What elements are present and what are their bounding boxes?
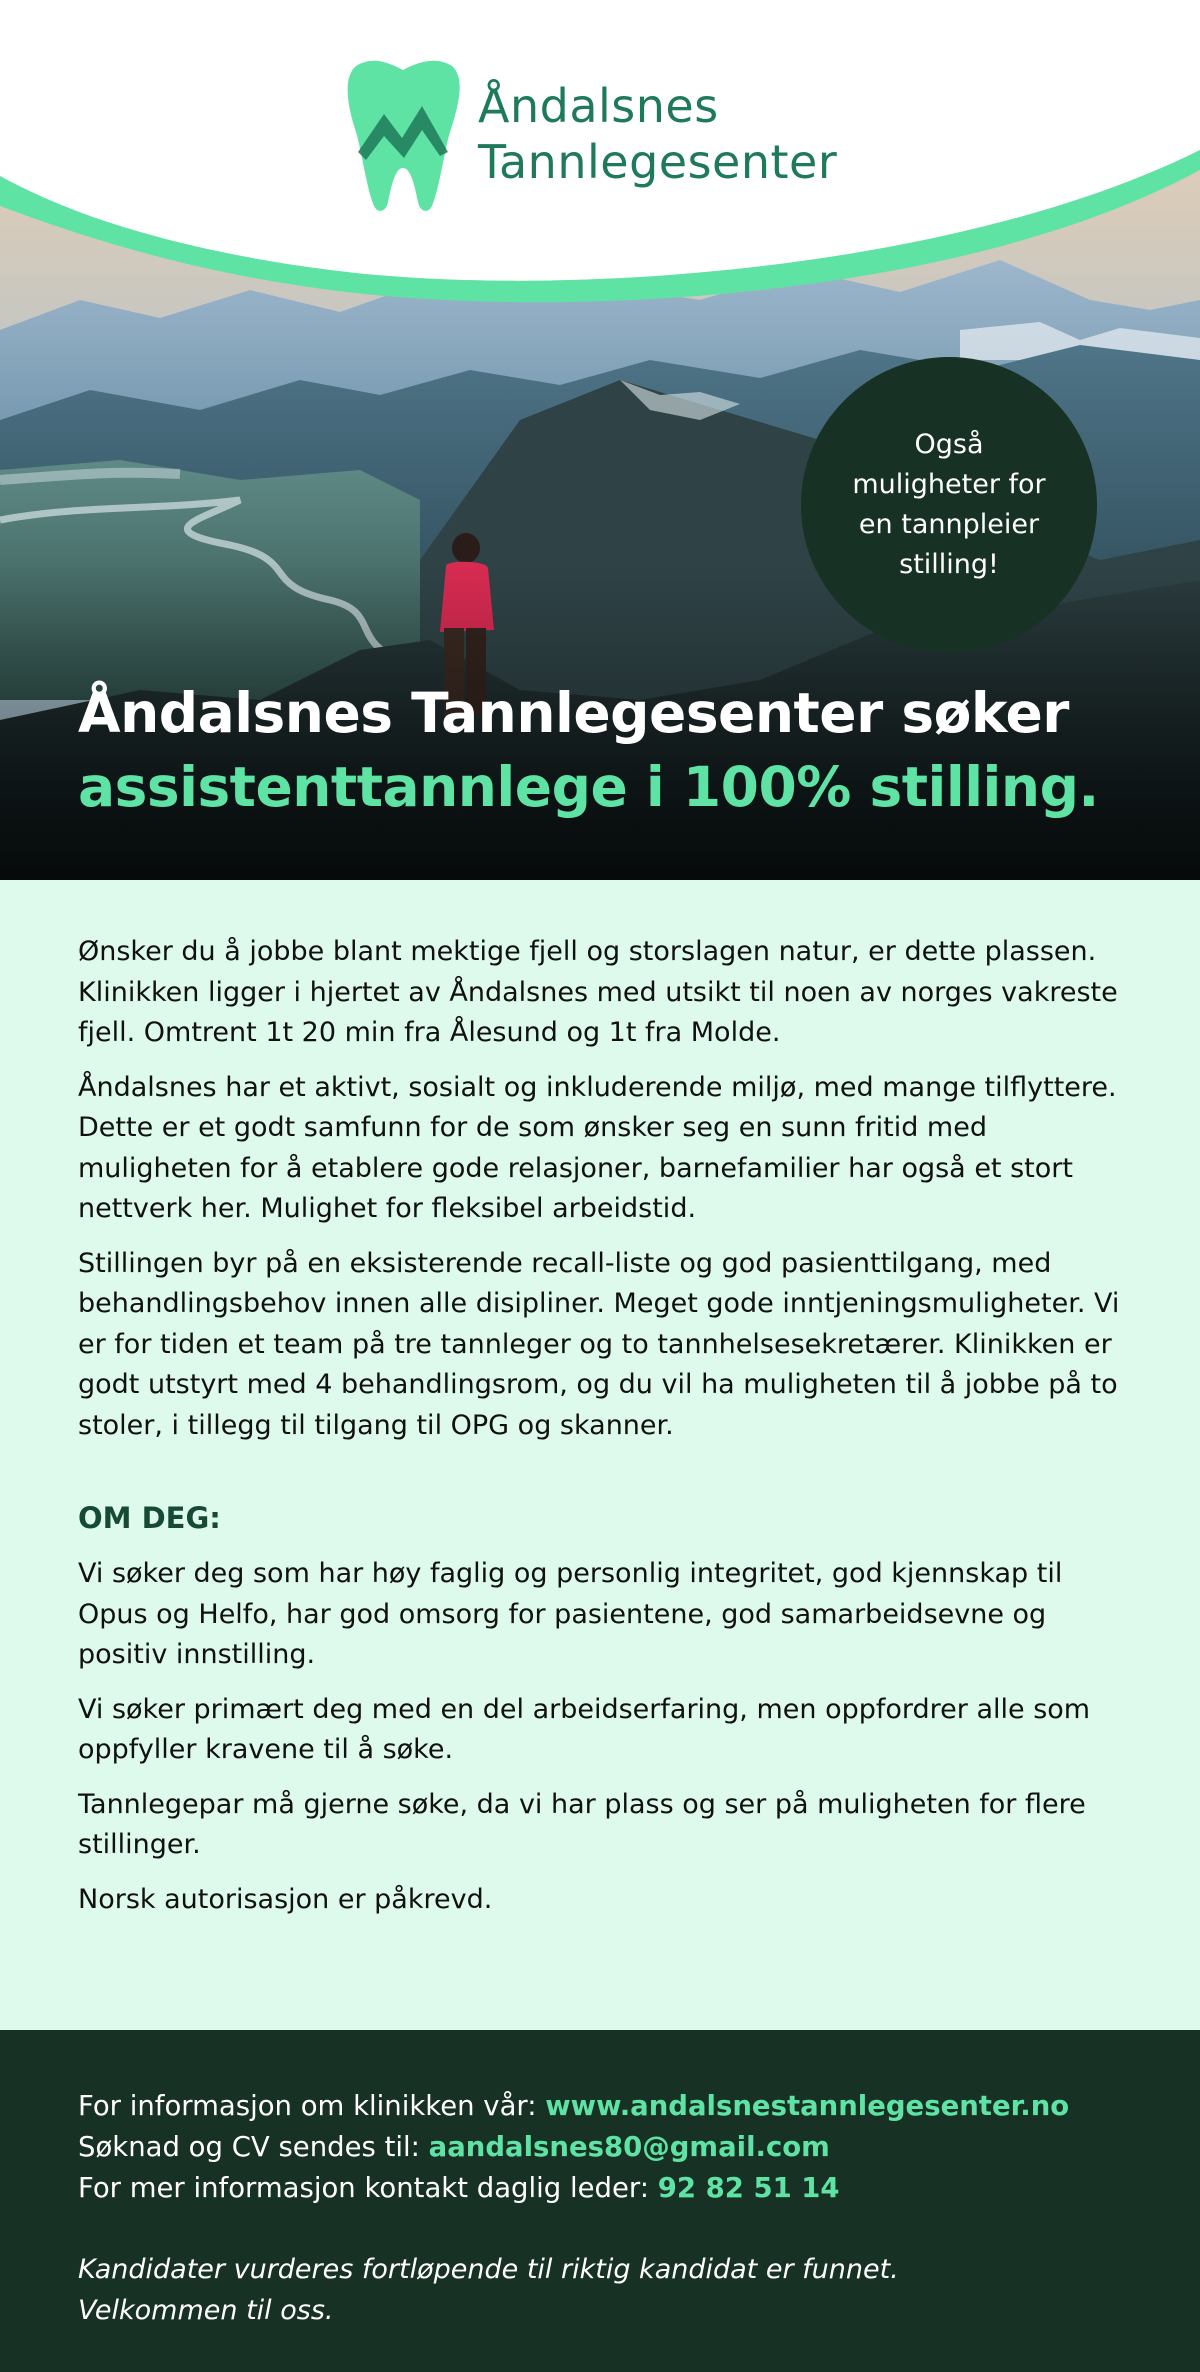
about-paragraph: Norsk autorisasjon er påkrevd. [78,1883,493,1915]
tooth-mountain-icon [344,56,462,212]
about-paragraph: Vi søker deg som har høy faglig og personlig integritet, god kjennskap til Opus og Helfo, har god omsorg for pasientene, god samarbeidsevne og positiv innstilling. [78,1558,1063,1670]
community-paragraph: Åndalsnes har et aktivt, sosialt og inkluderende miljø, med mange tilflyttere. Dette er et godt samfunn for de som ønsker seg en sunn fritid med muligheten for å etablere gode relasjoner, barnefamilier har også et stort nettverk her. Mulighet for fleksibel arbeidstid. [78,1071,1117,1224]
about-paragraph: Tannlegepar må gjerne søke, da vi har plass og ser på muligheten for flere stillinger. [78,1788,1086,1860]
website-line [78,2086,1178,2127]
tannpleier-badge [801,357,1097,653]
job-description [0,880,1200,2030]
email-link[interactable]: aandalsnes80@gmail.com [428,2131,830,2163]
phone-number[interactable]: 92 82 51 14 [657,2172,840,2204]
closing-line-2: Velkommen til oss. [78,2295,334,2326]
hero-section [0,0,1200,880]
closing-line-1: Kandidater vurderes fortløpende til riktig kandidat er funnet. [78,2254,899,2285]
intro-paragraph: Ønsker du å jobbe blant mektige fjell og storslagen natur, er dette plassen. Klinikken ligger i hjertet av Åndalsnes med utsikt til noen av norges vakreste fjell. Omtrent 1t 20 min fra Ålesund og 1t fra Molde. [78,936,1118,1048]
headline-line-2: assistenttannlege i 100% stilling. [78,755,1099,819]
closing-note [78,2249,1178,2331]
email-line [78,2127,1178,2168]
about-paragraph: Vi søker primært deg med en del arbeidserfaring, men oppfordrer alle som oppfyller kravene til å søke. [78,1693,1091,1765]
headline [78,676,1178,824]
clinic-logo [344,56,864,216]
logo-line-2: Tannlegesenter [478,135,838,189]
headline-line-1: Åndalsnes Tannlegesenter søker [78,681,1069,745]
website-label: For informasjon om klinikken vår: [78,2090,546,2122]
email-label: Søknad og CV sendes til: [78,2131,429,2163]
contact-footer [0,2030,1200,2372]
about-you-heading: OM DEG: [78,1501,221,1535]
phone-label: For mer informasjon kontakt daglig leder: [78,2172,658,2204]
logo-line-1: Åndalsnes [478,79,719,133]
logo-wordmark [478,78,837,190]
website-link[interactable]: www.andalsnestannlegesenter.no [545,2090,1070,2122]
position-paragraph: Stillingen byr på en eksisterende recall-liste og god pasienttilgang, med behandlingsbehov innen alle disipliner. Meget gode inntjeningsmuligheter. Vi er for tiden et team på tre tannleger og to tannhelsesekretærer. Klinikken er godt utstyrt med 4 behandlingsrom, og du vil ha muligheten til å jobbe på to stoler, i tillegg til tilgang til OPG og skanner. [78,1247,1120,1441]
badge-text: Også muligheter for en tannpleier stilling! [852,429,1046,580]
phone-line [78,2168,1178,2209]
